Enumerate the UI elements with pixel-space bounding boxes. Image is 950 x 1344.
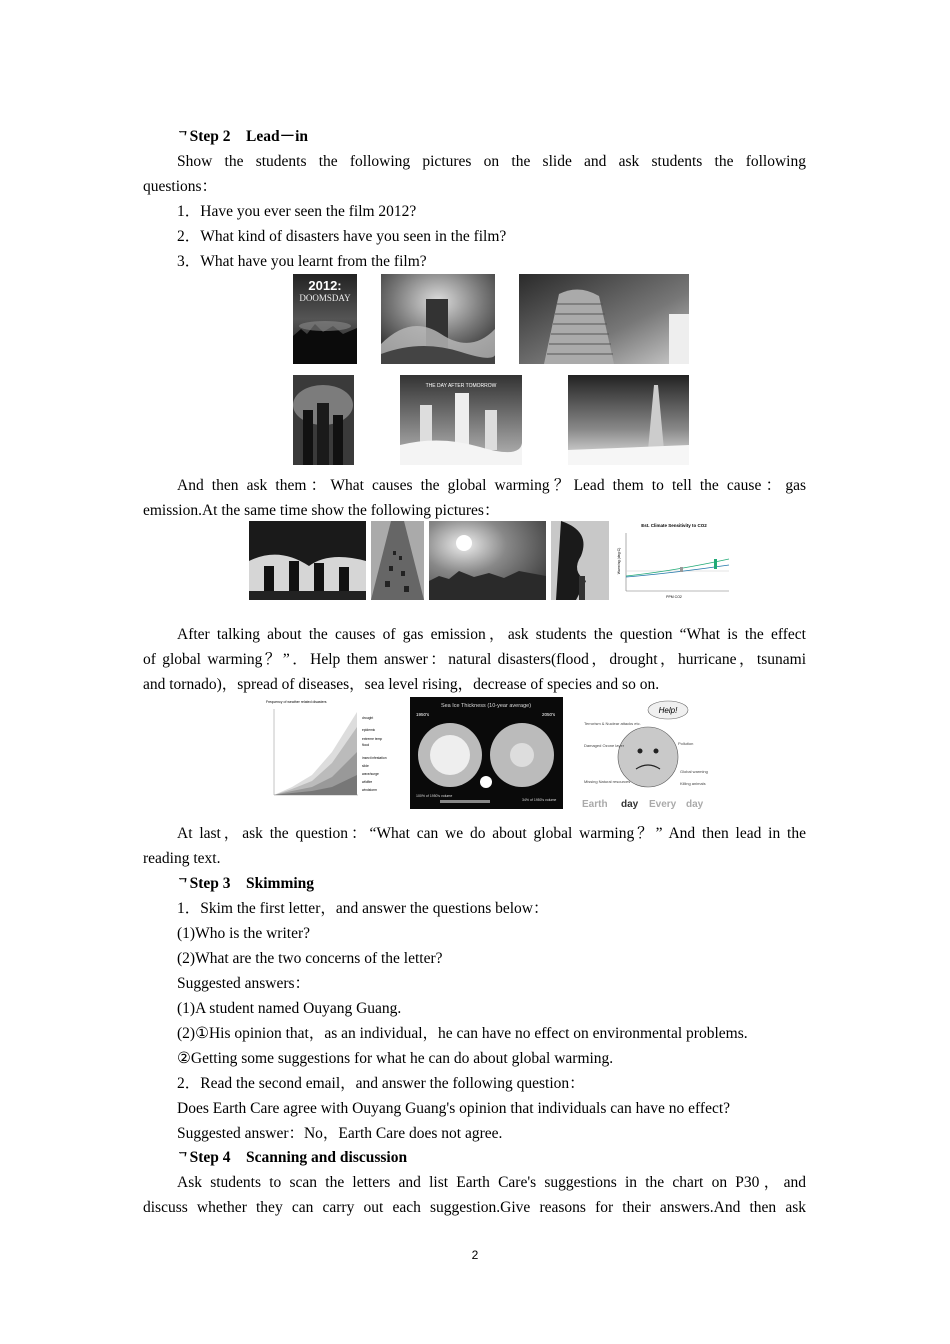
bullet-marker: ᄀ — [177, 1151, 189, 1165]
svg-text:extreme temp: extreme temp — [362, 737, 383, 741]
bullet-marker: ᄀ — [177, 130, 189, 144]
svg-text:slide: slide — [362, 764, 369, 768]
question-1: 1．Have you ever seen the film 2012? — [177, 203, 417, 220]
film-city-storm-image — [293, 375, 354, 465]
disaster-frequency-chart — [262, 697, 394, 809]
svg-text:drought: drought — [362, 716, 374, 720]
step2-heading: ᄀStep 2 Lead－in — [177, 128, 309, 145]
traffic-highway-image — [371, 521, 424, 600]
step3-line1: 1．Skim the first letter，and answer the questions below： — [177, 900, 549, 917]
cause-para-line1: And then ask them：What causes the global warming？Lead them to tell the cause：gas — [177, 477, 806, 494]
step2-intro-line2: questions： — [143, 178, 218, 195]
last-para-line2: reading text. — [143, 850, 221, 867]
svg-text:Sea Ice Thickness (10-year ave: Sea Ice Thickness (10-year average) — [440, 703, 532, 709]
svg-text:flood: flood — [362, 743, 370, 747]
step3-heading: ᄀStep 3 Skimming — [177, 875, 315, 892]
film-day-after-tomorrow-image — [400, 375, 522, 465]
step4-line1: Ask students to scan the letters and list Earth Care's suggestions in the chart on P30，and — [177, 1174, 806, 1191]
svg-text:Killing animals: Killing animals — [680, 781, 706, 786]
step3-line8: 2．Read the second email，and answer the following question： — [177, 1075, 585, 1092]
svg-text:Warming (deg C): Warming (deg C) — [617, 547, 621, 575]
svg-text:1950's: 1950's — [416, 712, 430, 717]
climate-sensitivity-chart — [614, 521, 731, 600]
svg-text:Every: Every — [649, 799, 677, 809]
factory-chimneys-image — [249, 521, 366, 600]
last-para-line1: At last，ask the question：“What can we do about global warming？” And then lead in the — [177, 825, 806, 842]
effect-para-line3: and tornado)，spread of diseases，sea level rising，decrease of species and so on. — [143, 676, 660, 693]
svg-text:Est. Climate Sensitivity to CO: Est. Climate Sensitivity to CO2 — [641, 523, 707, 528]
bullet-marker: ᄀ — [177, 877, 189, 891]
step3-line2: (1)Who is the writer? — [177, 925, 310, 942]
svg-text:THE DAY AFTER TOMORROW: THE DAY AFTER TOMORROW — [425, 383, 497, 389]
question-2: 2．What kind of disasters have you seen in the film? — [177, 228, 507, 245]
svg-text:insect infestation: insect infestation — [362, 756, 387, 760]
svg-text:DOOMSDAY: DOOMSDAY — [299, 293, 351, 303]
earth-day-image — [580, 697, 718, 809]
sea-ice-thickness-image — [410, 697, 563, 809]
svg-text:windstorm: windstorm — [362, 788, 378, 792]
svg-text:Earth: Earth — [582, 799, 608, 809]
svg-text:wildfire: wildfire — [362, 780, 373, 784]
effect-para-line2: of global warming？”．Help them answer：natural disasters(flood，drought，hurricane，tsunami — [143, 651, 806, 668]
step3-line4: Suggested answers： — [177, 975, 311, 992]
svg-text:Help!: Help! — [658, 706, 678, 715]
step2-intro-line1: Show the students the following pictures on the slide and ask students the following — [177, 153, 806, 170]
svg-text:epidemic: epidemic — [362, 728, 376, 732]
svg-text:Damaged Ozone layer: Damaged Ozone layer — [584, 743, 625, 748]
cause-para-line2: emission.At the same time show the following pictures： — [143, 502, 500, 519]
svg-text:Pollution: Pollution — [678, 741, 694, 746]
svg-text:2050's: 2050's — [542, 712, 556, 717]
svg-text:wave/surge: wave/surge — [362, 772, 379, 776]
step3-line3: (2)What are the two concerns of the letter? — [177, 950, 443, 967]
svg-text:PPM CO2: PPM CO2 — [666, 595, 682, 599]
svg-text:2012:: 2012: — [308, 278, 342, 293]
step3-line6: (2)①His opinion that，as an individual，he can have no effect on environmental problems. — [177, 1025, 748, 1042]
step3-line9: Does Earth Care agree with Ouyang Guang's opinion that individuals can have no effect? — [177, 1100, 731, 1117]
step4-line2: discuss whether they can carry out each suggestion.Give reasons for their answers.And then ask — [143, 1199, 806, 1216]
smog-city-image — [429, 521, 546, 600]
film-poster-2012-image — [293, 274, 357, 364]
step4-heading: ᄀStep 4 Scanning and discussion — [177, 1149, 408, 1166]
step3-line10: Suggested answer：No，Earth Care does not agree. — [177, 1125, 503, 1142]
svg-text:34% of 1950's volume: 34% of 1950's volume — [522, 798, 557, 802]
smokestack-smoke-image — [551, 521, 609, 600]
svg-text:Global warming: Global warming — [680, 769, 708, 774]
question-3: 3．What have you learnt from the film? — [177, 253, 427, 270]
svg-text:Missing Natural resources: Missing Natural resources — [584, 779, 631, 784]
svg-text:100% of 1950's volume: 100% of 1950's volume — [416, 794, 453, 798]
step3-line5: (1)A student named Ouyang Guang. — [177, 1000, 402, 1017]
film-tsunami-building-image — [381, 274, 495, 364]
film-frozen-tower-image — [568, 375, 689, 465]
svg-text:day: day — [621, 799, 639, 809]
effect-para-line1: After talking about the causes of gas emission，ask students the question “What is the effect — [177, 626, 806, 643]
svg-text:Frequency of weather related d: Frequency of weather related disasters — [266, 700, 327, 704]
svg-text:day: day — [686, 799, 704, 809]
step3-line7: ②Getting some suggestions for what he can do about global warming. — [177, 1050, 614, 1067]
film-tilted-tower-image — [519, 274, 689, 364]
svg-text:Terrorism & Nuclear attacks et: Terrorism & Nuclear attacks etc. — [584, 721, 641, 726]
page-number: 2 — [471, 1248, 479, 1262]
